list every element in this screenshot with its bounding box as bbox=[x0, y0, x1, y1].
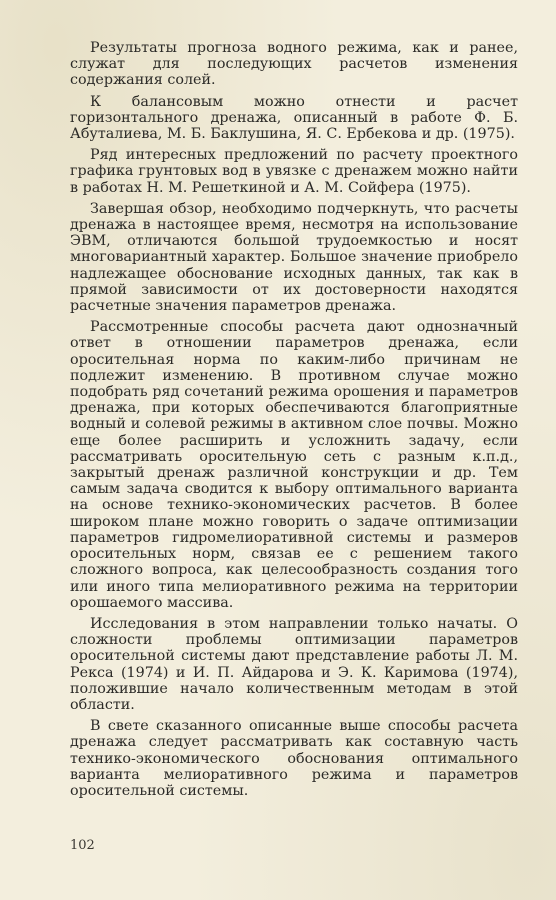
paragraph-6: Исследования в этом направлении только начаты. О сложности проблемы оптимизации параметров оросительной системы дают представление работы Л. М. Рекса (1974) и И. П. Айдарова и Э. К. Каримова (1974), положившие начало количественным методам в этой области. bbox=[70, 615, 518, 713]
paragraph-3: Ряд интересных предложений по расчету проектного графика грунтовых вод в увязке с дренажем можно найти в работах Н. М. Решеткиной и А. М. Сойфера (1975). bbox=[70, 147, 518, 196]
paragraph-5: Рассмотренные способы расчета дают однозначный ответ в отношении параметров дренажа, если оросительная норма по каким-либо причинам не подлежит изменению. В противном случае можно подобрать ряд сочетаний режима орошения и параметров дренажа, при которых обеспечиваются благоприятные водный и солевой режимы в активном слое почвы. Можно еще более расширить и усложнить задачу, если рассматривать оросительную сеть с разным к.п.д., закрытый дренаж различной конструкции и др. Тем самым задача сводится к выбору оптимального варианта на основе технико-экономических расчетов. В более широком плане можно говорить о задаче оптимизации параметров гидромелиоративной системы и размеров оросительных норм, связав ее с решением такого сложного вопроса, как целесообразность создания того или иного типа мелиоративного режима на территории орошаемого массива. bbox=[70, 319, 518, 611]
page-number: 102 bbox=[70, 838, 95, 853]
body-text bbox=[70, 40, 518, 804]
paragraph-1: Результаты прогноза водного режима, как и ранее, служат для последующих расчетов изменения содержания солей. bbox=[70, 40, 518, 89]
paragraph-4: Завершая обзор, необходимо подчеркнуть, что расчеты дренажа в настоящее время, несмотря на использование ЭВМ, отличаются большой трудоемкостью и носят многовариантный характер. Большое значение приобрело надлежащее обоснование исходных данных, так как в прямой зависимости от их достоверности находятся расчетные значения параметров дренажа. bbox=[70, 200, 518, 315]
paragraph-7: В свете сказанного описанные выше способы расчета дренажа следует рассматривать как составную часть технико-экономического обоснования оптимального варианта мелиоративного режима и параметров оросительной системы. bbox=[70, 718, 518, 799]
paragraph-2: К балансовым можно отнести и расчет горизонтального дренажа, описанный в работе Ф. Б. Абуталиева, М. Б. Баклушина, Я. С. Ербекова и др. (1975). bbox=[70, 93, 518, 143]
